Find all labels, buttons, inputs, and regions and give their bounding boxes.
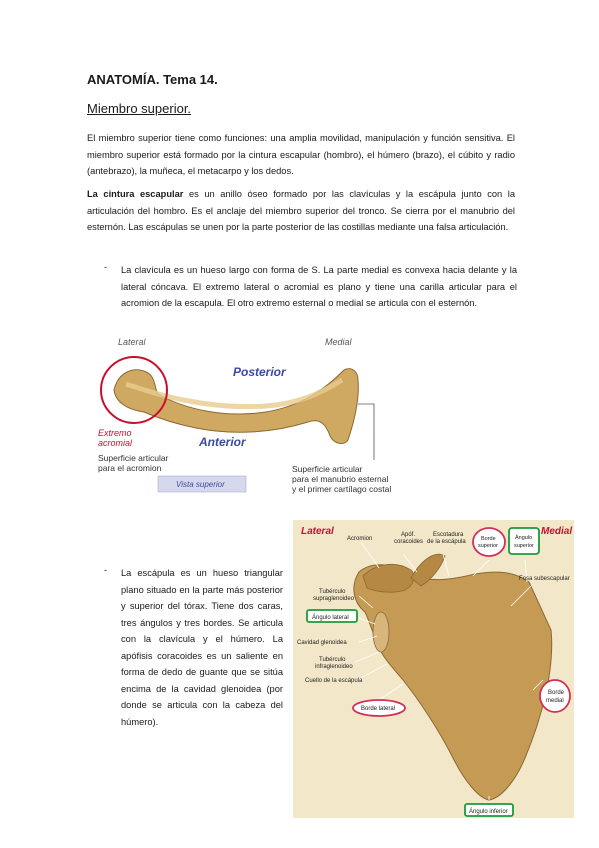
clavicle-lateral-label: Lateral (118, 337, 146, 347)
scapula-figure (293, 520, 574, 818)
escapula-bullet: La escápula es un hueso triangular plano situado en la parte más posterior y superior del tórax. Tiene dos caras, tres ángulos y tres bordes. Se articula con la clavícula y el húmero. La apófisis coracoides es un saliente en forma de dedo de guante que se sitúa encima de la cavidad glenoidea (por donde se articula con la cabeza del húmero). (121, 568, 283, 727)
bullet-dash-1: - (104, 262, 108, 272)
bullet-dash-2: - (104, 565, 108, 575)
fosa-subescapular-label: Fosa subescapular (519, 576, 570, 582)
clavicle-anterior-label: Anterior (199, 435, 246, 449)
borde-superior-circle (473, 528, 505, 556)
borde-medial-label-1: Borde (548, 690, 565, 696)
vista-superior-label: Vista superior (176, 480, 225, 489)
cintura-term: La cintura escapular (87, 189, 184, 199)
angulo-superior-box (509, 528, 539, 554)
borde-medial-label-2: medial (546, 698, 564, 704)
sup-art-acromion-1: Superficie articular (98, 453, 169, 463)
extremo-label-1: Extremo (98, 428, 132, 438)
scapula-lateral-label: Lateral (301, 526, 334, 537)
angulo-superior-label-1: Ángulo (515, 535, 533, 541)
escotadura-label-1: Escotadura (433, 532, 464, 538)
clavicle-figure (96, 332, 396, 502)
tub-supraglenoideo-label-2: supraglenoideo (313, 596, 355, 602)
cavidad-glenoidea-label: Cavidad glenoidea (297, 640, 347, 646)
sup-art-esternal-3: y el primer cartílago costal (292, 484, 392, 494)
cuello-escapula-label: Cuello de la escápula (305, 678, 363, 684)
angulo-superior-label-2: superior (514, 543, 534, 549)
clavicle-posterior-label: Posterior (233, 365, 286, 379)
tub-supraglenoideo-label-1: Tubérculo (319, 589, 346, 595)
escotadura-label-2: de la escápula (427, 539, 466, 545)
sup-art-esternal-2: para el manubrio esternal (292, 474, 389, 484)
clavicle-medial-label: Medial (325, 337, 352, 347)
tub-infraglenoideo-label-2: infraglenoideo (315, 664, 353, 670)
borde-superior-label-2: superior (478, 543, 498, 549)
apofisis-label-1: Apóf. (401, 532, 416, 538)
acromion-label: Acromion (347, 536, 373, 542)
angulo-inferior-label: Ángulo inferior (469, 809, 508, 815)
clavicula-bullet: La clavícula es un hueso largo con forma de S. La parte medial es convexa hacia delante y la lateral cóncava. El extremo lateral o acromial es plano y tiene una carilla articular para el acromion de la escapula. El otro extremo esternal o medial se articula con el esternón. (121, 265, 517, 308)
angulo-lateral-label: Ángulo lateral (312, 615, 349, 621)
borde-superior-label-1: Borde (481, 536, 496, 542)
section-title: Miembro superior. (87, 101, 192, 116)
sup-art-esternal-1: Superficie articular (292, 464, 363, 474)
borde-lateral-label: Borde lateral (361, 706, 396, 712)
document-title: ANATOMÍA. Tema 14. (87, 72, 218, 87)
apofisis-label-2: coracoides (394, 539, 424, 545)
cintura-text: es un anillo óseo formado por las clavículas y la escápula junto con la articulación del hombro. Es el anclaje del miembro superior del tronco. Se cierra por el manubrio del esternón. Las escápulas se unen por la parte posterior de las costillas mediante una falsa articulación. (87, 189, 515, 232)
extremo-label-2: acromial (98, 438, 133, 448)
scapula-medial-label: Medial (541, 526, 573, 537)
cintura-paragraph (87, 186, 515, 236)
intro-paragraph: El miembro superior tiene como funciones: una amplia movilidad, manipulación y función sensitiva. El miembro superior está formado por la cintura escapular (hombro), el húmero (brazo), el cúbito y radio (antebrazo), la muñeca, el metacarpo y los dedos. (87, 133, 515, 176)
sup-art-acromion-2: para el acromion (98, 463, 162, 473)
tub-infraglenoideo-label-1: Tubérculo (319, 657, 346, 663)
borde-medial-circle (540, 680, 570, 712)
